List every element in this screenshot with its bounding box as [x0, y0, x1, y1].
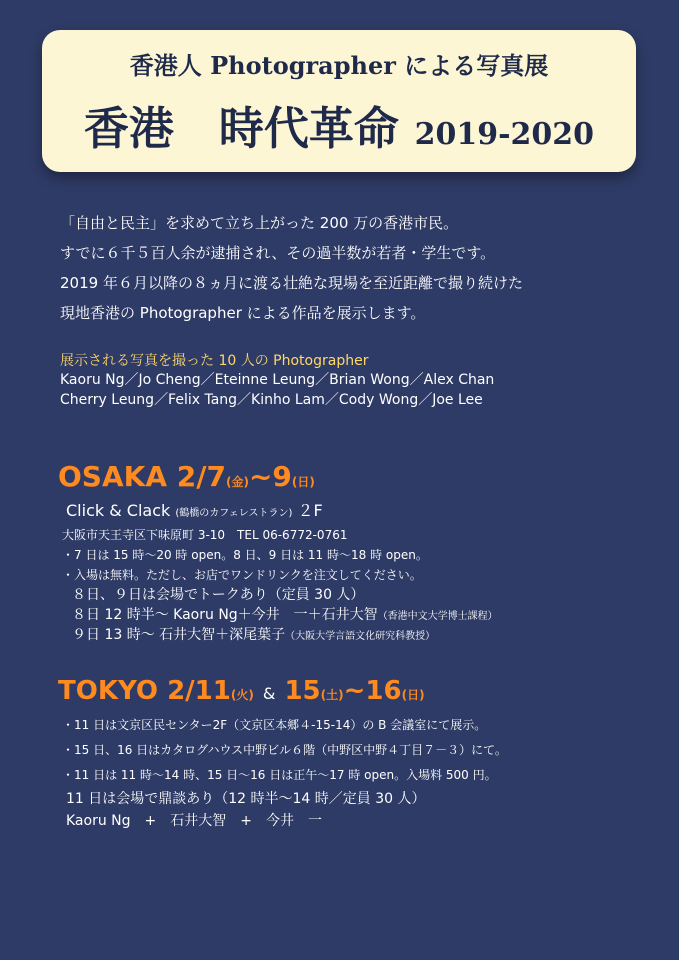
- tokyo-info-hours: ・11 日は 11 時～14 時、15 日～16 日は正午～17 時 open。入場料 500 円。: [62, 768, 497, 782]
- talk-day9-note: （大阪大学言語文化研究科教授）: [285, 631, 436, 642]
- venue-name: Click & Clack: [66, 501, 171, 520]
- osaka-day-start: (金): [225, 475, 249, 489]
- osaka-talk-day9: [72, 624, 435, 644]
- main-title-years: 2019-2020: [414, 117, 595, 152]
- tokyo-talk-heading: 11 日は会場で鼎談あり（12 時半～14 時／定員 30 人）: [66, 791, 426, 807]
- osaka-info-entry: ・入場は無料。ただし、お店でワンドリンクを注文してください。: [62, 568, 422, 582]
- tokyo-city: TOKYO: [58, 676, 158, 706]
- tokyo-amp: &: [262, 684, 276, 703]
- main-title: [42, 92, 636, 157]
- osaka-day-end: (日): [291, 475, 315, 489]
- osaka-venue: [66, 498, 323, 521]
- osaka-heading: [58, 460, 315, 493]
- tokyo-day2: (土): [320, 688, 344, 702]
- osaka-talk-day8: [72, 604, 498, 624]
- osaka-date-start: 2/7: [176, 460, 226, 493]
- osaka-talk-heading: ８日、９日は会場でトークあり（定員 30 人）: [72, 587, 365, 603]
- photographers-heading: 展示される写真を撮った 10 人の Photographer: [60, 353, 369, 369]
- osaka-address: 大阪市天王寺区下味原町 3-10 TEL 06-6772-0761: [62, 528, 348, 542]
- intro-line: 現地香港の Photographer による作品を展示します。: [60, 304, 426, 322]
- subtitle: 香港人 Photographer による写真展: [129, 51, 549, 80]
- talk-day8-text: ８日 12 時半～ Kaoru Ng＋今井 一＋石井大智: [72, 607, 378, 623]
- venue-note: (鶴橋のカフェレストラン): [175, 508, 293, 519]
- tokyo-day3: (日): [401, 688, 425, 702]
- tokyo-day1: (火): [230, 688, 254, 702]
- intro-line: すでに６千５百人余が逮捕され、その過半数が若者・学生です。: [60, 244, 496, 262]
- talk-day8-note: （香港中文大学博士課程）: [377, 611, 498, 622]
- tokyo-talk-speakers: Kaoru Ng + 石井大智 + 今井 一: [66, 813, 322, 829]
- tokyo-info-venue2: ・15 日、16 日はカタログハウス中野ビル６階（中野区中野４丁目７－３）にて。: [62, 743, 507, 757]
- tokyo-tilde: ~: [343, 676, 366, 706]
- tokyo-date3: 16: [365, 676, 402, 706]
- intro-line: 2019 年６月以降の８ヵ月に渡る壮絶な現場を至近距離で撮り続けた: [60, 274, 523, 292]
- intro-line: 「自由と民主」を求めて立ち上がった 200 万の香港市民。: [60, 214, 459, 232]
- osaka-date-end: 9: [272, 460, 292, 493]
- osaka-city: OSAKA: [58, 460, 168, 493]
- main-title-text: 香港 時代革命: [83, 102, 399, 155]
- tokyo-info-venue1: ・11 日は文京区民センター2F（文京区本郷４-15-14）の B 会議室にて展示。: [62, 718, 487, 732]
- photographers-line: Kaoru Ng／Jo Cheng／Eteinne Leung／Brian Wong／Alex Chan: [60, 372, 495, 388]
- osaka-tilde: ~: [248, 460, 273, 493]
- venue-floor: ２F: [297, 501, 323, 520]
- talk-day9-text: ９日 13 時～ 石井大智＋深尾葉子: [72, 627, 286, 643]
- intro-text: [60, 208, 660, 328]
- photographers-line: Cherry Leung／Felix Tang／Kinho Lam／Cody Wong／Joe Lee: [60, 392, 483, 408]
- tokyo-date2: 15: [284, 676, 321, 706]
- osaka-info-hours: ・7 日は 15 時～20 時 open。8 日、9 日は 11 時～18 時 open。: [62, 548, 428, 562]
- tokyo-date1: 2/11: [167, 676, 231, 706]
- title-box: [42, 30, 636, 172]
- photographers-list: [60, 370, 494, 410]
- tokyo-heading: [58, 676, 425, 706]
